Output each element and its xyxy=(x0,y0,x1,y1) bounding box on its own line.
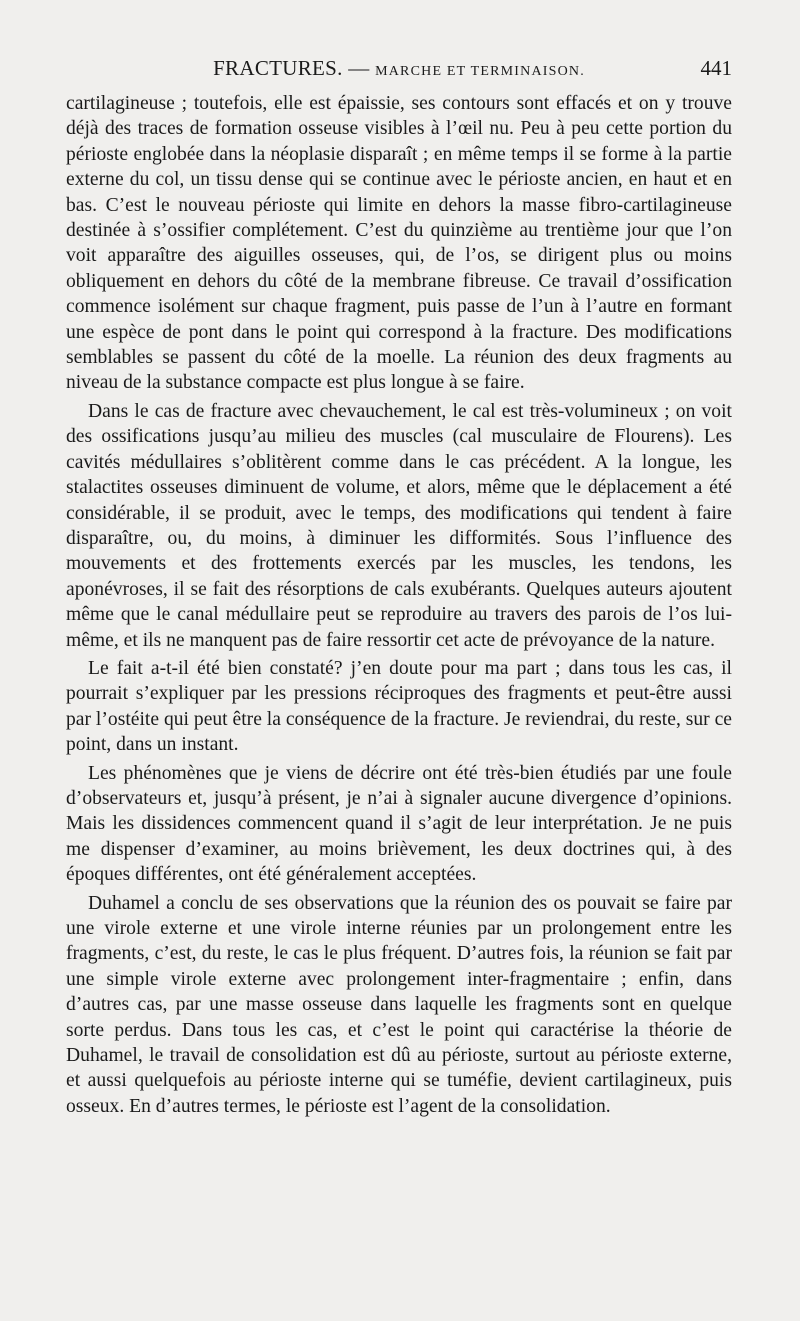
running-title-separator: — xyxy=(342,56,376,80)
paragraph-1: cartilagineuse ; toutefois, elle est épaissie, ses contours sont effacés et on y trouve déjà des traces de formation osseuse visibles à l’œil nu. Peu à peu cette portion du périoste englobée dans la néoplasie disparaît ; en même temps il se forme à la partie externe du col, un tissu dense qui se continue avec le périoste ancien, en haut et en bas. C’est le nouveau périoste qui limite en dehors la masse fibro-cartilagineuse destinée à s’ossifier complétement. C’est du quinzième au trentième jour que l’on voit apparaître des aiguilles osseuses, qui, de l’os, se dirigent plus ou moins obliquement en dehors du côté de la membrane fibreuse. Ce travail d’ossification commence isolément sur chaque fragment, puis passe de l’un à l’autre en formant une espèce de pont dans le point qui correspond à la fracture. Des modifications semblables se passent du côté de la moelle. La réunion des deux fragments au niveau de la substance compacte est plus longue à se faire. xyxy=(66,93,732,394)
running-title-sub: MARCHE ET TERMINAISON. xyxy=(375,64,585,79)
page-number: 441 xyxy=(700,56,732,80)
running-title xyxy=(66,56,732,81)
paragraph-5: Duhamel a conclu de ses observations que la réunion des os pouvait se faire par une virole externe et une virole interne réunies par un prolongement entre les fragments, c’est, du reste, le cas le plus fréquent. D’autres fois, la réunion se fait par une simple virole externe avec prolongement inter-fragmentaire ; enfin, dans d’autres cas, par une masse osseuse dans laquelle les fragments sont en quelque sorte perdus. Dans tous les cas, et c’est le point qui caractérise la théorie de Duhamel, le travail de consolidation est dû au périoste, surtout au périoste externe, et aussi quelquefois au périoste interne qui se tuméfie, devient cartilagineux, puis osseux. En d’autres termes, le périoste est l’agent de la consolidation. xyxy=(66,892,732,1117)
running-header xyxy=(66,54,732,84)
paragraph-2: Dans le cas de fracture avec chevauchement, le cal est très-volumineux ; on voit des ossifications jusqu’au milieu des muscles (cal musculaire de Flourens). Les cavités médullaires s’oblitèrent comme dans le cas précédent. A la longue, les stalactites osseuses diminuent de volume, et alors, même que le déplacement a été considérable, il se produit, avec le temps, des modifications qui tendent à faire disparaître, ou, du moins, à diminuer les difformités. Sous l’influence des mouvements et des frottements exercés par les muscles, les tendons, les aponévroses, il se fait des résorptions de cals exubérants. Quelques auteurs ajoutent même que le canal médullaire peut se reproduire au travers des parois de l’os lui-même, et ils ne manquent pas de faire ressortir cet acte de prévoyance de la nature. xyxy=(66,400,732,651)
running-title-main: FRACTURES. xyxy=(213,56,343,80)
paragraph-4: Les phénomènes que je viens de décrire ont été très-bien étudiés par une foule d’observateurs et, jusqu’à présent, je n’ai à signaler aucune divergence d’opinions. Mais les dissidences commencent quand il s’agit de leur interprétation. Je ne puis me dispenser d’examiner, au moins brièvement, les deux doctrines qui, à des époques différentes, ont été généralement acceptées. xyxy=(66,762,732,886)
paragraph-3: Le fait a-t-il été bien constaté? j’en doute pour ma part ; dans tous les cas, il pourrait s’expliquer par les pressions réciproques des fragments et peut-être aussi par l’ostéite qui peut être la conséquence de la fracture. Je reviendrai, du reste, sur ce point, dans un instant. xyxy=(66,657,732,756)
body-text xyxy=(66,91,732,1122)
